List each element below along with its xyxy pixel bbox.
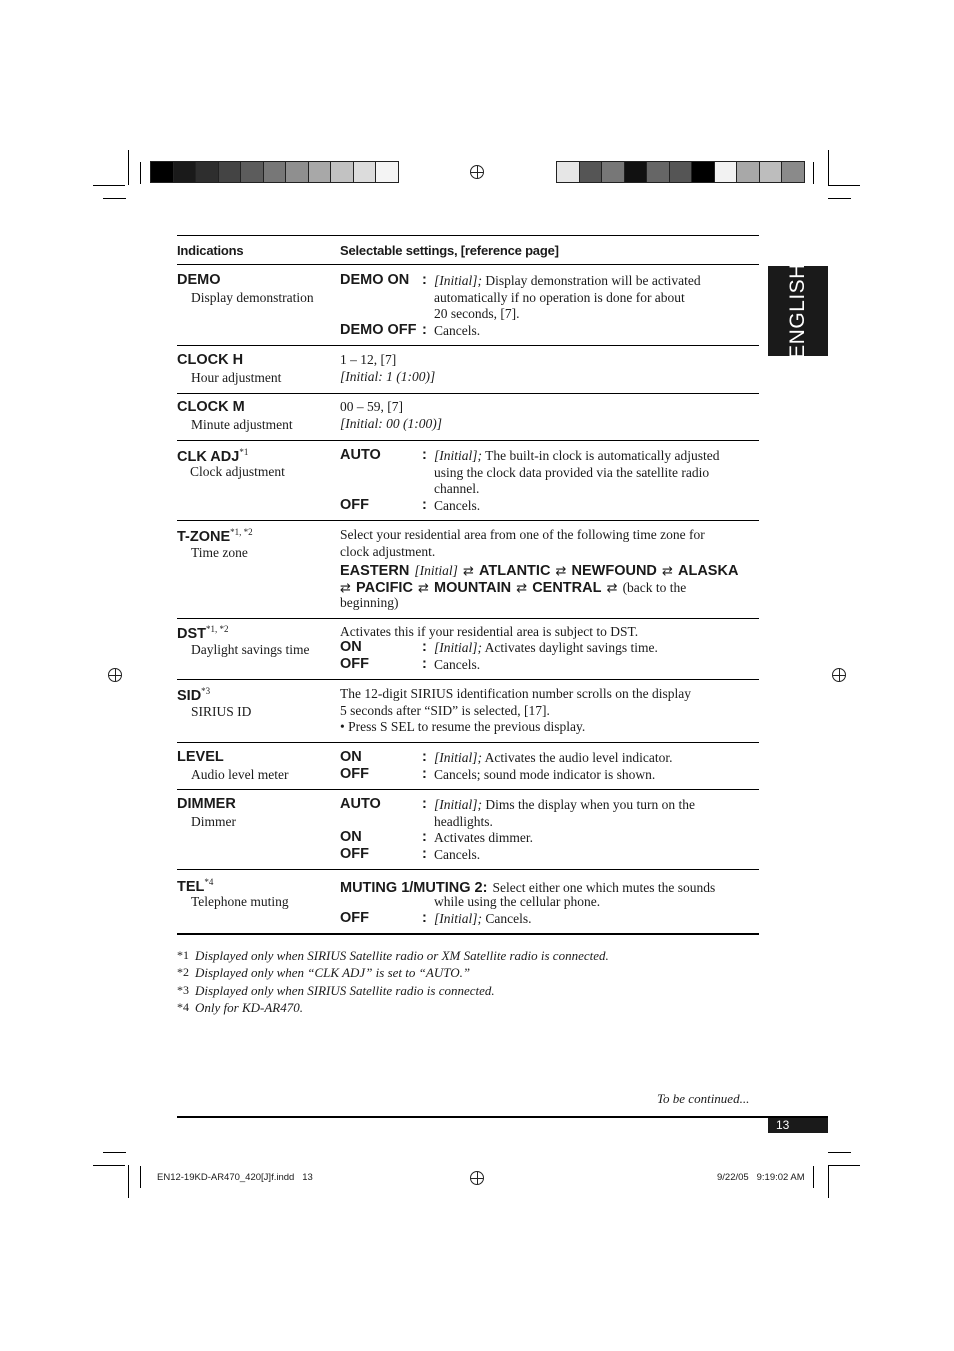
indication-desc: Daylight savings time [191,642,310,657]
cycle-arrows-icon: ⇄ [340,581,351,596]
colon: : [422,749,427,765]
option-text: Cancels. [434,498,481,513]
crop-mark [828,1165,829,1198]
footnote-text: Only for KD-AR470. [195,1000,303,1015]
cycle-arrows-icon: ⇄ [662,564,673,579]
initial-text: [Initial: 1 (1:00)] [340,369,436,384]
option-text-line: headlights. [434,813,493,829]
footer-rule [177,1116,828,1118]
option-label: DEMO ON [340,272,410,288]
indication-name-text: TEL [177,878,205,895]
option-text-line: using the clock data provided via the satellite radio [434,464,710,480]
option-text-line: channel. [434,481,480,496]
crop-mark [103,198,126,199]
crop-mark [828,198,851,199]
option-text [434,911,532,928]
cycle-arrows-icon: ⇄ [555,564,567,579]
indication-desc: Dimmer [191,814,236,829]
footnote-text: Displayed only when “CLK ADJ” is set to “AUTO.” [195,965,471,980]
continued-note: To be continued... [657,1091,750,1106]
header-indications: Indications [177,243,244,258]
indication-name [177,447,248,465]
bullet-text: Press S SEL to resume the previous display. [348,719,586,734]
option-label: ON [340,749,362,765]
color-swatch [330,161,354,183]
cycle-arrows-icon: ⇄ [418,581,429,596]
initial-tag: [Initial]; [434,448,483,463]
footnote-text: Displayed only when SIRIUS Satellite radio or XM Satellite radio is connected. [195,948,609,963]
option-text [434,750,672,767]
crop-mark [828,1165,860,1166]
intro-line: Select your residential area from one of the following time zone for [340,527,705,542]
initial-tag: [Initial]; [434,640,483,655]
indication-name [177,877,213,895]
registration-mark-icon [470,165,484,179]
indication-name: CLOCK H [177,352,244,368]
option-text-line: automatically if no operation is done for about [434,289,685,305]
colon: : [422,846,427,862]
colon: : [422,796,427,812]
crop-mark [813,1166,814,1188]
option-text-line: Activates daylight savings time. [484,640,658,655]
indication-name [177,686,210,704]
colon: : [422,829,427,845]
color-swatch [285,161,309,183]
indication-name-text: SID [177,687,202,704]
colon: : [422,656,427,672]
row-rule [177,440,759,441]
range-text: 00 – 59, [7] [340,399,403,414]
indication-desc: Clock adjustment [190,464,285,479]
indication-desc: Hour adjustment [191,370,282,385]
row-rule [177,679,759,680]
indication-desc: Time zone [191,545,248,560]
color-swatch [218,161,242,183]
crop-mark [828,1152,851,1153]
indication-desc: Minute adjustment [191,417,293,432]
colon: : [422,272,427,288]
option-text-line: Select either one which mutes the sounds [492,880,716,895]
slug-date: 9/22/05 9:19:02 AM [717,1172,805,1183]
indication-name: LEVEL [177,749,224,765]
crop-mark [103,1152,126,1153]
option-label: OFF [340,766,369,782]
zone-cycle-line-2 [340,577,686,597]
footnote-mark: *2 [177,965,189,979]
option-text-line: Cancels. [485,911,532,926]
cycle-arrows-icon: ⇄ [606,581,618,596]
indication-desc: Audio level meter [191,767,289,782]
option-label: AUTO [340,796,381,812]
option-text [434,640,658,657]
initial-tag: [Initial]; [434,797,483,812]
header-rule [177,264,759,265]
crop-mark [828,150,829,185]
option-text [434,448,759,498]
back-text-cont: beginning) [340,595,399,610]
crop-mark [813,162,814,184]
color-swatch [781,161,805,183]
color-swatch [173,161,197,183]
row-rule [177,742,759,743]
zone-central: CENTRAL [532,580,602,596]
option-text: Cancels. [434,657,481,672]
color-swatch [353,161,377,183]
zone-mountain: MOUNTAIN [434,580,512,596]
zone-alaska: ALASKA [678,563,739,579]
indication-name-text: CLK ADJ [177,448,240,465]
crop-mark [93,1165,125,1166]
indication-desc: Telephone muting [191,894,289,909]
zone-atlantic: ATLANTIC [479,563,551,579]
footnote-ref: *4 [204,877,214,887]
registration-mark-icon [470,1171,484,1185]
color-swatch [150,161,174,183]
footnote-mark: *1 [177,948,189,962]
option-label: AUTO [340,447,381,463]
color-swatch [601,161,625,183]
option-text-line: Activates the audio level indicator. [484,750,673,765]
row-rule [177,520,759,521]
row-rule [177,869,759,870]
slug-file: EN12-19KD-AR470_420[J]f.indd 13 [157,1172,313,1183]
registration-mark-icon [832,668,846,682]
footnote-ref: *1 [239,447,249,457]
color-swatch [691,161,715,183]
back-text: (back to the [622,580,687,595]
initial-tag: [Initial] [414,563,458,578]
option-text [434,797,759,830]
intro-text: Activates this if your residential area is subject to DST. [340,624,639,639]
color-swatch [556,161,580,183]
option-text-line: Dims the display when you turn on the [485,797,695,812]
option-text-line: The built-in clock is automatically adjusted [485,448,720,463]
color-swatch [263,161,287,183]
zone-newfound: NEWFOUND [571,563,657,579]
page-number: 13 [768,1118,828,1133]
registration-mark-icon [108,668,122,682]
colon: : [422,497,427,513]
table-bottom-rule [177,933,759,935]
color-swatch [669,161,693,183]
indication-name-text: T-ZONE [177,528,231,545]
option-text [434,273,759,323]
option-text: Cancels. [434,847,481,862]
zone-pacific: PACIFIC [356,580,413,596]
crop-mark [93,185,125,186]
footnote-mark: *4 [177,1000,189,1014]
range-text: 1 – 12, [7] [340,352,397,367]
sid-text-line: 5 seconds after “SID” is selected, [17]. [340,702,550,718]
footnote-ref: *1, *2 [206,624,229,634]
option-label: OFF [340,656,369,672]
indication-name-text: DST [177,625,206,642]
color-swatch [195,161,219,183]
option-label: ON [340,639,362,655]
colon: : [422,639,427,655]
option-label: MUTING 1/MUTING 2: [340,880,488,896]
indication-desc: Display demonstration [191,290,314,305]
colon: : [422,447,427,463]
colon: : [422,910,427,926]
cycle-arrows-icon: ⇄ [516,581,528,596]
initial-tag: [Initial]; [434,750,483,765]
indication-name: DEMO [177,272,221,288]
crop-mark [140,162,141,184]
color-swatch [646,161,670,183]
option-label: OFF [340,497,369,513]
crop-mark [828,185,860,186]
footnote-mark: *3 [177,983,189,997]
option-text-line: Display demonstration will be activated [485,273,701,288]
footnote-text: Displayed only when SIRIUS Satellite radio is connected. [195,983,495,998]
color-swatch [375,161,399,183]
option-text: Cancels; sound mode indicator is shown. [434,767,656,782]
initial-tag: [Initial]; [434,273,483,288]
colon: : [422,322,427,338]
option-text-line: 20 seconds, [7]. [434,306,520,321]
intro-line: clock adjustment. [340,543,436,559]
language-tab-label: ENGLISH [786,263,809,359]
option-text: Activates dimmer. [434,830,533,845]
color-swatch [624,161,648,183]
crop-mark [128,1165,129,1198]
table-top-rule [177,235,759,236]
row-rule [177,393,759,394]
option-label: ON [340,829,362,845]
indication-desc: SIRIUS ID [191,704,252,719]
option-text: Cancels. [434,323,481,338]
language-tab [768,263,828,359]
footnote-ref: *3 [201,686,211,696]
initial-tag: [Initial]; [434,911,483,926]
option-text: while using the cellular phone. [434,894,601,909]
option-label: OFF [340,846,369,862]
color-swatch [736,161,760,183]
row-rule [177,345,759,346]
zone-eastern: EASTERN [340,563,410,579]
intro-text [340,527,760,560]
indication-name: CLOCK M [177,399,245,415]
initial-text: [Initial: 00 (1:00)] [340,416,442,431]
footnote-ref: *1, *2 [230,527,253,537]
indication-name [177,624,229,642]
option-label: DEMO OFF [340,322,417,338]
colon: : [422,766,427,782]
row-rule [177,789,759,790]
crop-mark [140,1166,141,1188]
cycle-arrows-icon: ⇄ [463,564,474,579]
indication-name [177,527,253,545]
sid-text: The 12-digit SIRIUS identification number scrolls on the display 5 seconds after “SID” is selected, [17]. • Press S SEL to resume the previous display. [340,686,691,734]
option-label: OFF [340,910,369,926]
color-swatch [308,161,332,183]
color-swatch [240,161,264,183]
header-settings: Selectable settings, [reference page] [340,243,559,258]
color-swatch [759,161,783,183]
row-rule [177,618,759,619]
indication-name: DIMMER [177,796,236,812]
color-swatch [579,161,603,183]
color-swatch [714,161,738,183]
crop-mark [128,150,129,185]
sid-text-line: The 12-digit SIRIUS identification number scrolls on the display [340,686,691,701]
